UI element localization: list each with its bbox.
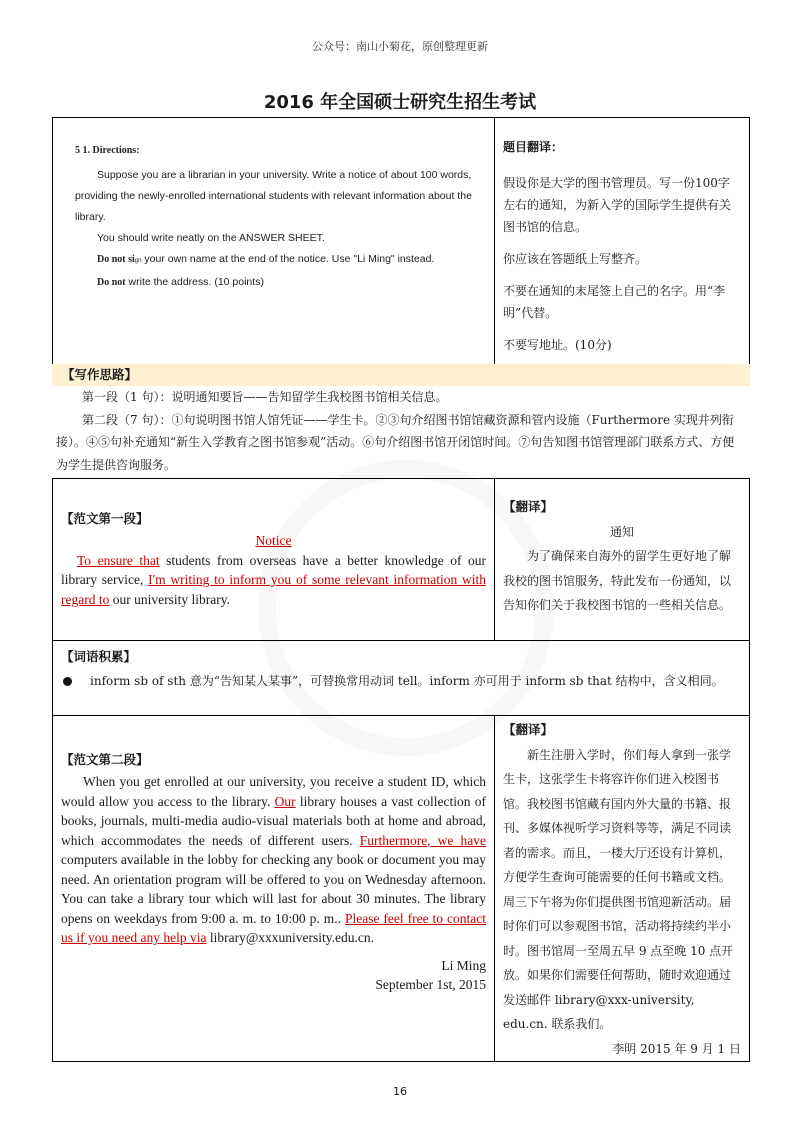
para2-translation-text: 新生注册入学时，你们每人拿到一张学生卡，这张学生卡将容许你们进入校图书馆。我校图书馆藏有国内外大量的书籍、报刊、多媒体视听学习资料等等，满足不同读者的需求。而且，一楼大厅还设有计算机，方便学生查询可能需要的任何书籍或文档。周三下午将为你们提供图书馆迎新活动。届时你们可以参观图书馆，活动将持续约半小时。图书馆周一至周五早 9 点至晚 10 点开放。如果你们需要任何帮助，随时欢迎通过发送邮件 library@xxx-university, edu.cn. 联系我们。 [503,747,734,1031]
notice-heading: Notice [255,533,292,548]
page-header: 公众号：南山小菊花，原创整理更新 [312,40,488,53]
para2-red-2: Furthermore, we have [359,832,486,848]
para1-text [61,531,486,609]
page-number: 16 [393,1085,407,1098]
para2-sign-name: Li Ming [441,957,486,973]
topic-translation-p4: 不要写地址。(10分) [503,338,612,352]
para1-rest-1: students from overseas have a better knowledge of our library service, [61,552,487,587]
para1-translation-cell [495,479,750,641]
para2-translation-cell [495,716,750,1062]
writing-ideas-p2: 第二段（7 句）：①句说明图书馆人馆凭证——学生卡。②③句介绍图书馆馆藏资源和管内设施（Furthermore 实现并列衔接）。④⑤句补充通知“新生入学教育之图书馆参观”活动。⑥句介绍图书馆开闭馆时间。⑦句告知图书馆管理部门联系方式、方便为学生提供咨询服务。 [56,412,735,472]
directions-cell [53,118,495,367]
directions-line-3-bold: Do not si [97,254,135,265]
para2-translation-label: 【翻译】 [503,722,554,737]
para2-label: 【范文第二段】 [61,752,149,767]
directions-heading: 5 1. Directions: [75,145,140,156]
topic-translation-cell [495,118,750,367]
writing-ideas-label: 【写作思路】 [52,364,750,386]
para2-text [61,772,486,995]
directions-line-4-rest: write the address. (10 points) [125,276,264,288]
para1-translation-text: 为了确保来自海外的留学生更好地了解我校的图书馆服务，特此发布一份通知，以告知你们关于我校图书馆的一些相关信息。 [503,549,732,612]
topic-translation-p3: 不要在通知的末尾签上自己的名字。用“李明”代替。 [503,284,726,320]
directions-line-2: You should write neatly on the ANSWER SHEET. [97,232,325,244]
para1-rest-2: our university library. [109,591,230,607]
directions-line-3-small: gn [134,258,142,264]
directions-line-3 [75,249,484,272]
topic-translation-p2: 你应该在答题纸上写整齐。 [503,252,648,266]
directions-line-3-rest: your own name at the end of the notice. Use "Li Ming" instead. [141,253,435,265]
para2-red-3: Please feel free to contact us if you need any help via [61,910,487,945]
vocab-text: inform sb of sth 意为“告知某人某事”，可替换常用动词 tell。inform 亦可用于 inform sb that 结构中，含义相同。 [90,674,724,688]
para1-cell [53,479,495,641]
page-title: 2016 年全国硕士研究生招生考试 [263,92,537,113]
directions-table [52,117,750,367]
vocab-label: 【词语积累】 [61,649,137,664]
para1-red-1: To ensure that [77,552,160,568]
directions-line-4-bold: Do not [97,277,126,288]
para2-sign-date: September 1st, 2015 [375,977,486,992]
para2-translation-sign: 李明 2015 年 9 月 1 日 [612,1041,741,1056]
para1-translation-heading: 通知 [609,524,634,539]
writing-ideas-p1: 第一段（1 句）：说明通知要旨——告知留学生我校图书馆相关信息。 [82,390,448,404]
para1-red-2: I'm writing to inform you of some relevant information with regard to [61,572,486,607]
topic-translation-p1: 假设你是大学的图书管理员。写一份100字左右的通知，为新入学的国际学生提供有关图书馆的信息。 [503,176,732,234]
para2-e: computers available in the lobby for checking any book or document you may need. An orientation program will be offered to you on Wednesday afternoon. You can take a library tour which will last for about 30 minutes. The library opens on weekdays from 9:00 a. m. to 10:00 p. m.. [61,852,486,926]
model-essay-table [52,478,750,1062]
directions-line-1: Suppose you are a librarian in your university. Write a notice of about 100 words, providing the newly-enrolled international students with relevant information about the library. [75,169,472,223]
bullet-icon [63,677,72,686]
para2-cell [53,716,495,1062]
para2-c: library houses a vast collection of books, journals, multi-media audio-visual materials both at home and abroad, which accommodates the needs of different users. [61,793,486,848]
para2-a: When you get enrolled at our university, you receive a student ID, which would allow you access to the library. [61,774,486,809]
para1-label: 【范文第一段】 [61,511,149,526]
para2-red-1: Our [274,793,296,809]
para1-translation-label: 【翻译】 [503,499,554,514]
topic-translation-label: 题目翻译： [503,140,564,154]
directions-line-4 [75,272,484,293]
vocab-cell [53,641,750,716]
vocab-item [61,669,741,693]
para2-g: library@xxxuniversity.edu.cn. [206,930,374,945]
